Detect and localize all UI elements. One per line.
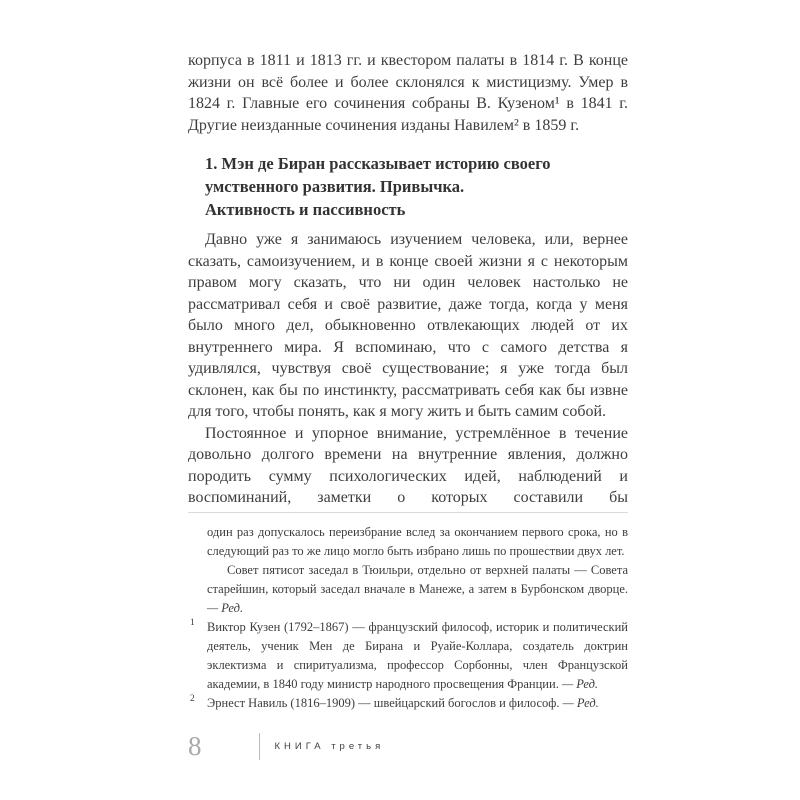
- footer-divider: [259, 733, 260, 760]
- footnotes-section: [188, 523, 628, 713]
- footnote-item-2-text: Эрнест Навиль (1816–1909) — швейцарский богослов и философ.: [207, 695, 560, 710]
- footnote-continuation-2-text: Совет пятисот заседал в Тюильри, отдельно от верхней палаты — Совета старейшин, который заседал вначале в Манеже, а затем в Бурбонском дворце.: [207, 562, 628, 596]
- footnote-continuation-1-text: один раз допускалось переизбрание вслед за окончанием первого срока, но в следующий раз то же лицо могло быть избрано лишь по прошествии двух лет.: [207, 524, 628, 558]
- continuation-paragraph: корпуса в 1811 и 1813 гг. и квестором палаты в 1814 г. В конце жизни он всё более и более склонялся к мистицизму. Умер в 1824 г. Главные его сочинения собраны В. Кузеном¹ в 1841 г. Другие неизданные сочинения изданы Навилем² в 1859 г.: [188, 52, 628, 134]
- footnote-continuation-2: [207, 561, 628, 618]
- editor-note-label: — Ред.: [207, 600, 244, 615]
- section-heading-line-3: Активность и пассивность: [205, 200, 406, 219]
- footnote-item-1-text: Виктор Кузен (1792–1867) — французский философ, историк и политический деятель, ученик Мен де Бирана и Руайе-Коллара, создатель доктрин эклектизма и спиритуализма, профессор Сорбонны, член Французской академии, в 1840 году министр народного просвещения Франции.: [207, 619, 628, 691]
- section-heading-line-1: 1. Мэн де Биран рассказывает историю своего: [205, 154, 551, 173]
- footnote-item-1: [190, 617, 628, 694]
- page-number: 8: [188, 731, 202, 761]
- footnote-marker-1: 1: [190, 617, 195, 628]
- footnote-item-2: [190, 693, 628, 713]
- editor-note-label: — Ред.: [561, 676, 599, 691]
- editor-note-label: — Ред.: [562, 695, 599, 710]
- footnote-marker-2: 2: [190, 693, 195, 704]
- section-heading: [188, 152, 628, 221]
- running-title: КНИГА третья: [274, 741, 385, 752]
- page-footer: [188, 731, 628, 763]
- footnote-continuation-1: [207, 523, 628, 561]
- body-paragraph-2: Постоянное и упорное внимание, устремлённое в течение довольно долгого времени на внутренние явления, должно породить сумму психологических идей, наблюдений и воспоминаний, заметки о которых составили бы: [188, 424, 628, 506]
- body-paragraph-1: Давно уже я занимаюсь изучением человека, или, вернее сказать, самоизучением, и в конце своей жизни я с некоторым правом могу сказать, что ни один человек настолько не рассматривал себя и своё развитие, даже тогда, когда у меня было много дел, обыкновенно отвлекающих людей от их внутреннего мира. Я вспоминаю, что с самого детства я удивлялся, чувствуя своё существование; я уже тогда был склонен, как бы по инстинкту, рассматривать себя как бы извне для того, чтобы понять, как я могу жить и быть самим собой.: [188, 231, 628, 420]
- text-column: [188, 50, 628, 763]
- footnote-separator: [188, 512, 628, 513]
- section-heading-line-2: умственного развития. Привычка.: [205, 177, 465, 196]
